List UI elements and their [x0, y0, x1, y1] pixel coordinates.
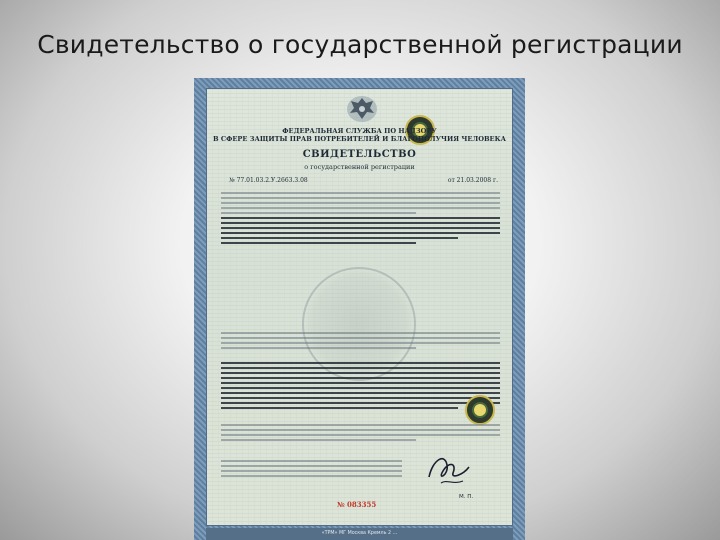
text-block-validity: [221, 421, 500, 444]
certificate-footer: «ТРМ» МГ Москва Кремль 2 …: [206, 528, 513, 540]
certificate-subtitle: о государственной регистрации: [304, 163, 415, 171]
certificate-number-line: [229, 177, 498, 184]
agency-name-line2: В СФЕРЕ ЗАЩИТЫ ПРАВ ПОТРЕБИТЕЛЕЙ И БЛАГОПОЛУЧИЯ ЧЕЛОВЕКА: [213, 135, 506, 143]
certificate-number: № 77.01.03.2.У.2663.3.08: [229, 177, 308, 184]
text-block-conditions: [221, 359, 500, 412]
text-block-middle: [221, 329, 500, 352]
certificate-serial-number: № 083355: [337, 500, 377, 509]
double-headed-eagle-icon: [345, 93, 379, 123]
signature-icon: [423, 449, 473, 489]
stamp-mark: М. П.: [459, 494, 474, 500]
certificate-title: СВИДЕТЕЛЬСТВО: [302, 149, 417, 160]
certificate-paper: [206, 88, 513, 526]
certificate-date: от 21.03.2008 г.: [447, 177, 498, 184]
certificate-image: [194, 78, 525, 540]
slide-title: Свидетельство о государственной регистрации: [37, 30, 683, 59]
signatory-block: [221, 457, 402, 480]
text-block-intro: [221, 189, 500, 247]
agency-name-line1: ФЕДЕРАЛЬНАЯ СЛУЖБА ПО НАДЗОРУ: [282, 127, 437, 135]
